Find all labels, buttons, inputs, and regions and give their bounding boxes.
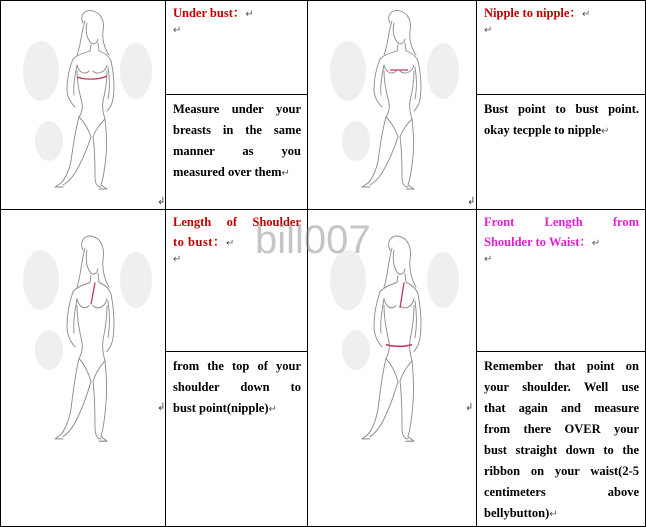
figure-stroke [362,183,370,187]
description-cell-nipple-to-nipple [477,95,646,210]
figure-stroke [368,117,386,183]
figure-stroke [384,248,392,287]
background-smudge [23,41,152,161]
figure-cell-front-length [308,210,477,527]
figure-stroke [55,434,63,439]
measurement-title-front-length: Front Length from Shoulder to Waist：↵ [484,215,639,249]
figure-stroke [393,250,405,274]
figure-stroke [410,71,414,119]
figure-stroke [389,236,416,287]
figure-stroke [368,358,386,434]
figure-outline [362,11,421,189]
figure-stroke [384,306,389,359]
title-cell-under-bust [166,0,308,95]
return-mark: ↵ [173,25,182,36]
figure-stroke [384,299,396,308]
figure-stroke [380,45,398,59]
paragraph-mark: ↲ [465,402,474,413]
return-mark: ↵ [173,254,182,265]
description-line-last: measured over them↵ [173,165,290,179]
return-mark: ↵ [581,9,591,20]
figure-stroke [384,21,392,55]
figure-stroke [384,65,396,73]
measurement-line [386,283,412,347]
description-line: Bust point to bust point. [484,102,639,116]
figure-stroke [63,137,91,185]
figure-stroke [77,306,82,359]
title-cell-front-length [477,210,646,352]
description-line: your shoulder. Well use [484,380,639,394]
measurement-description-shoulder-to-bust [166,352,307,420]
figure-stroke [73,276,91,292]
figure-stroke [386,358,398,381]
figure-cell-nipple-to-nipple [308,0,477,210]
paragraph-mark: ↲ [157,196,166,207]
paragraph-mark: ↲ [467,196,476,207]
figure-stroke [415,67,417,99]
figure-illustration-shoulder-to-bust [1,210,166,527]
figure-stroke [74,65,77,95]
description-cell-under-bust [166,95,308,210]
figure-stroke [93,65,107,73]
figure-stroke [82,236,109,287]
figure-stroke [93,299,107,308]
figure-stroke [108,67,110,99]
figure-stroke [77,65,89,73]
figure-stroke [77,21,85,55]
figure-stroke [380,276,398,292]
figure-stroke [362,434,370,439]
figure-stroke [86,250,98,274]
figure-illustration-under-bust [1,1,166,210]
figure-stroke [400,119,412,137]
figure-stroke [61,358,79,434]
description-line-last: bust point(nipple)↵ [173,401,277,415]
figure-stroke [55,183,63,187]
description-line: shoulder down to [173,380,301,394]
description-cell-shoulder-to-bust [166,352,308,527]
figure-stroke [400,361,412,382]
description-line: bust straight down to the [484,443,639,457]
figure-stroke [400,65,414,73]
figure-stroke [74,299,77,334]
figure-stroke [384,71,389,117]
figure-stroke [73,45,91,59]
figure-stroke [86,23,98,44]
figure-stroke [400,381,408,439]
description-line: from the top of your [173,359,301,373]
description-line: from there OVER your [484,422,639,436]
figure-stroke [93,361,105,382]
figure-stroke [101,119,107,185]
background-smudge [330,41,459,161]
description-line: that again and measure [484,401,639,415]
measurement-description-under-bust [166,95,307,184]
figure-cell-under-bust [0,0,166,210]
figure-cell-shoulder-to-bust [0,210,166,527]
figure-stroke [408,119,414,185]
description-line-last: okay tecpple to nipple↵ [484,123,610,137]
figure-stroke [77,299,89,308]
figure-stroke [77,248,85,287]
title-cell-nipple-to-nipple [477,0,646,95]
figure-illustration-nipple-to-nipple [308,1,477,210]
figure-stroke [82,11,109,55]
figure-stroke [103,71,107,119]
figure-stroke [381,65,384,95]
figure-stroke [408,361,414,437]
measurement-title-nipple-to-nipple: Nipple to nipple：↵ [484,6,591,20]
figure-outline [362,236,421,441]
figure-stroke [370,137,398,185]
figure-stroke [393,23,405,44]
description-line: centimeters above [484,485,639,499]
measurement-description-front-length [477,352,645,525]
figure-stroke [93,381,101,439]
figure-stroke [79,117,91,137]
figure-stroke [103,306,107,361]
figure-stroke [400,137,408,187]
figure-stroke [381,299,384,334]
figure-outline [55,236,114,441]
figure-stroke [93,137,101,187]
measurement-line [91,283,95,305]
figure-stroke [93,119,105,137]
description-line: breasts in the same [173,123,301,137]
figure-stroke [61,117,79,183]
figure-illustration-front-length [308,210,477,527]
description-line: Measure under your [173,102,301,116]
measurement-title-under-bust: Under bust：↵ [173,6,254,20]
return-mark: ↵ [245,9,254,20]
measurement-description-nipple-to-nipple [477,95,645,142]
figure-stroke [101,361,107,437]
measurement-line [77,76,107,79]
figure-stroke [410,306,414,361]
figure-stroke [415,301,417,338]
description-line: ribbon on your waist(2-5 [484,464,639,478]
figure-stroke [386,117,398,137]
return-mark: ↵ [484,25,493,36]
description-line-last: bellybutton)↵ [484,506,558,520]
figure-stroke [79,358,91,381]
title-cell-shoulder-to-bust [166,210,308,352]
figure-outline [55,11,114,189]
paragraph-mark: ↲ [157,402,166,413]
measurement-title-shoulder-to-bust: Length of Shoulder to bust：↵ [173,215,301,249]
figure-stroke [63,381,91,436]
figure-stroke [108,301,110,338]
figure-stroke [389,11,416,55]
description-cell-front-length [477,352,646,527]
watermark-text: bill007 [255,218,371,262]
figure-stroke [400,299,414,308]
figure-stroke [370,381,398,436]
description-line: Remember that point on [484,359,639,373]
description-line: manner as you [173,144,301,158]
return-mark: ↵ [484,254,493,265]
